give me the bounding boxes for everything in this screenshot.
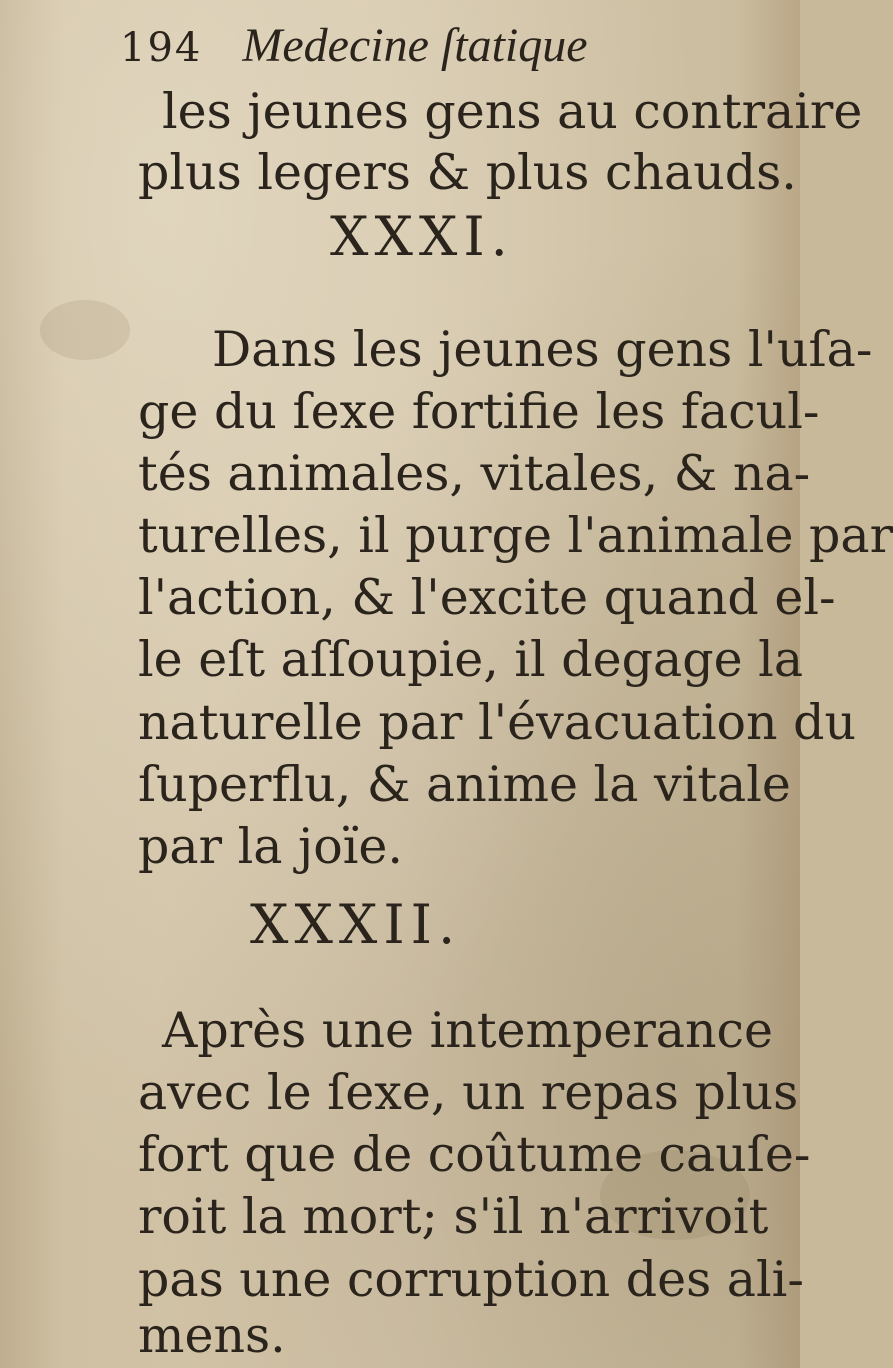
text-line: naturelle par l'évacuation du — [138, 694, 857, 751]
paper-stain — [40, 300, 130, 360]
section-number: XXXI. — [330, 205, 514, 268]
text-line: Après une intemperance — [162, 1002, 773, 1059]
text-line: le eſt aſſoupie, il degage la — [138, 631, 804, 688]
page-number: 194 — [120, 25, 203, 71]
text-line: ge du ſexe fortifie les facul- — [138, 383, 820, 440]
text-line: mens. — [138, 1307, 286, 1364]
text-line: ſuperflu, & anime la vitale — [138, 756, 791, 813]
text-line: l'action, & l'excite quand el- — [138, 569, 836, 626]
text-line: Dans les jeunes gens l'uſa- — [212, 321, 873, 378]
section-number: XXXII. — [250, 893, 462, 956]
running-title: Medecine ſtatique — [242, 19, 588, 72]
text-line: par la joïe. — [138, 818, 403, 875]
text-line: plus legers & plus chauds. — [138, 144, 797, 201]
text-line: les jeunes gens au contraire — [162, 83, 863, 140]
text-line: avec le ſexe, un repas plus — [138, 1064, 799, 1121]
text-line: tés animales, vitales, & na- — [138, 445, 811, 502]
text-line: pas une corruption des ali- — [138, 1251, 804, 1308]
text-line: turelles, il purge l'animale par — [138, 507, 893, 564]
page-header — [120, 18, 588, 88]
text-line: fort que de coûtume cauſe- — [138, 1126, 811, 1183]
text-line: roit la mort; s'il n'arrivoit — [138, 1188, 769, 1245]
